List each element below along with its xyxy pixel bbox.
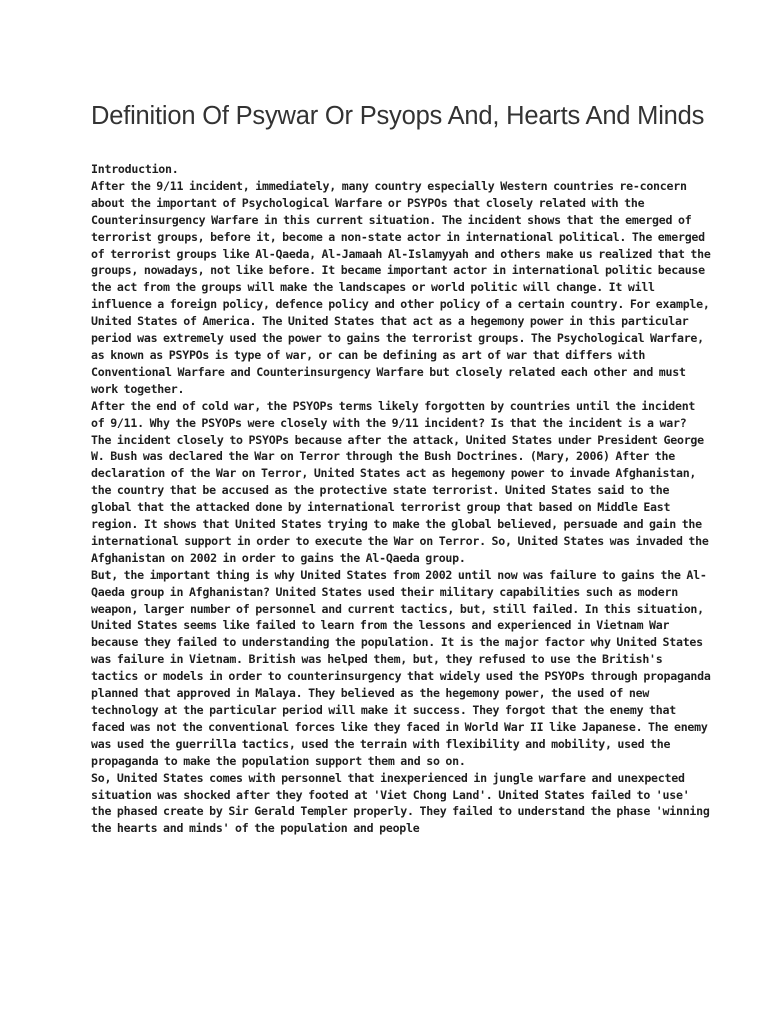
paragraph-4: So, United States comes with personnel that inexperienced in jungle warfare and unexpected situation was shocked after they footed at 'Viet Chong Land'. United States failed to 'use' the phased create by Sir Gerald Templer properly. They failed to understand the phase 'winning the hearts and minds' of the population and people: [91, 770, 710, 836]
document-page: [91, 100, 711, 837]
document-body: [91, 161, 711, 837]
document-title: Definition Of Psywar Or Psyops And, Hearts And Minds: [91, 102, 705, 130]
paragraph-introduction-heading: Introduction.: [91, 162, 179, 176]
paragraph-3: But, the important thing is why United States from 2002 until now was failure to gains the Al-Qaeda group in Afghanistan? United States used their military capabilities such as modern weapon, larger number of personnel and current tactics, but, still failed. In this situation, United States seems like failed to learn from the lessons and experienced in Vietnam War because they failed to understanding the population. It is the major factor why United States was failure in Vietnam. British was helped them, but, they refused to use the British's tactics or models in order to counterinsurgency that widely used the PSYOPs through propaganda planned that approved in Malaya. They believed as the hegemony power, the used of new technology at the particular period will make it success. They forgot that the enemy that faced was not the conventional forces like they faced in World War II like Japanese. The enemy was used the guerrilla tactics, used the terrain with flexibility and mobility, used the propaganda to make the population support them and so on.: [91, 567, 711, 768]
paragraph-1: After the 9/11 incident, immediately, many country especially Western countries re-concern about the important of Psychological Warfare or PSYPOs that closely related with the Counterinsurgency Warfare in this current situation. The incident shows that the emerged of terrorist groups, before it, become a non-state actor in international political. The emerged of terrorist groups like Al-Qaeda, Al-Jamaah Al-Islamyyah and others make us realized that the groups, nowadays, not like before. It became important actor in international politic because the act from the groups will make the landscapes or world politic will change. It will influence a foreign policy, defence policy and other policy of a certain country. For example, United States of America. The United States that act as a hegemony power in this particular period was extremely used the power to gains the terrorist groups. The Psychological Warfare, as known as PSYPOs is type of war, or can be defining as art of war that differs with Conventional Warfare and Counterinsurgency Warfare but closely related each other and must work together.: [91, 178, 711, 396]
paragraph-2: After the end of cold war, the PSYOPs terms likely forgotten by countries until the incident of 9/11. Why the PSYOPs were closely with the 9/11 incident? Is that the incident is a war? The incident closely to PSYOPs because after the attack, United States under President George W. Bush was declared the War on Terror through the Bush Doctrines. (Mary, 2006) After the declaration of the War on Terror, United States act as hegemony power to invade Afghanistan, the country that be accused as the protective state terrorist. United States said to the global that the attacked done by international terrorist group that based on Middle East region. It shows that United States trying to make the global believed, persuade and gain the international support in order to execute the War on Terror. So, United States was invaded the Afghanistan on 2002 in order to gains the Al-Qaeda group.: [91, 398, 709, 565]
